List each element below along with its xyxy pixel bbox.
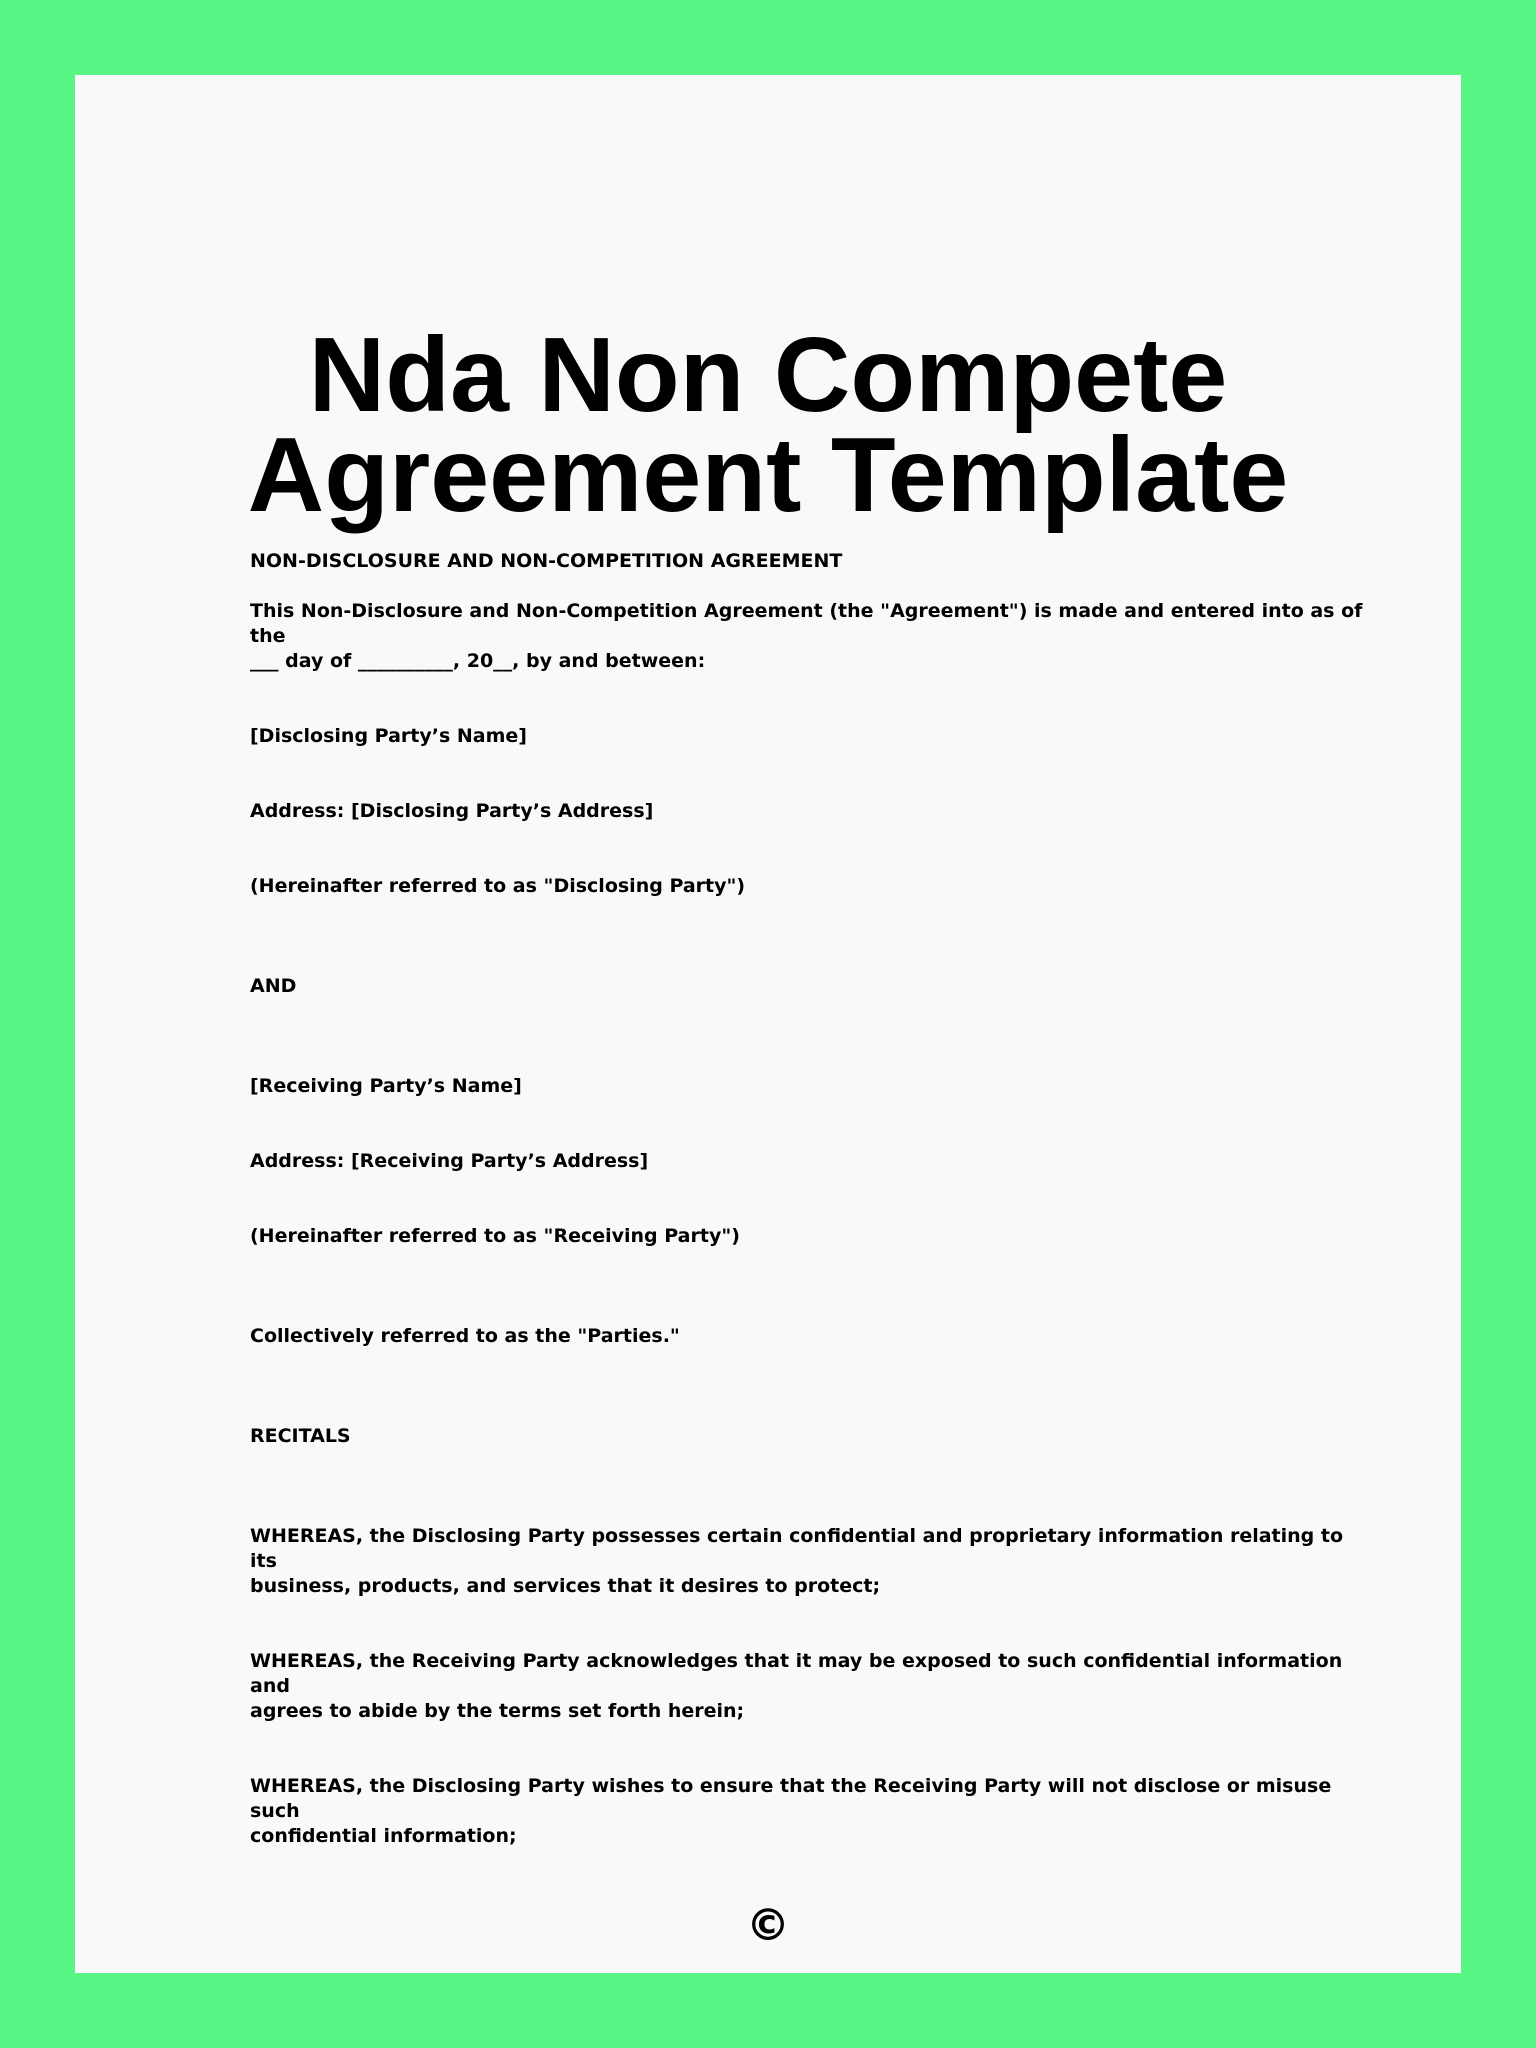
whereas-2-line-1: WHEREAS, the Receiving Party acknowledges that it may be exposed to such confidential information and <box>250 1650 1343 1697</box>
intro-line-2: ___ day of __________, 20__, by and between: <box>250 650 706 672</box>
whereas-3-line-1: WHEREAS, the Disclosing Party wishes to ensure that the Receiving Party will not disclose or misuse such <box>250 1775 1332 1822</box>
document-title <box>75 316 1461 534</box>
and-separator: AND <box>250 975 297 997</box>
intro-paragraph <box>250 599 1370 674</box>
whereas-2-line-2: agrees to abide by the terms set forth herein; <box>250 1700 745 1722</box>
receiving-party-address: Address: [Receiving Party’s Address] <box>250 1150 649 1172</box>
disclosing-party-address: Address: [Disclosing Party’s Address] <box>250 800 654 822</box>
whereas-clause-1 <box>250 1524 1370 1599</box>
document-page <box>75 75 1461 1973</box>
title-line-1: Nda Non Compete <box>308 316 1228 434</box>
whereas-clause-2 <box>250 1649 1370 1724</box>
whereas-3-line-2: confidential information; <box>250 1825 517 1847</box>
recitals-heading: RECITALS <box>250 1425 351 1447</box>
whereas-clause-3 <box>250 1774 1370 1849</box>
receiving-party-reference: (Hereinafter referred to as "Receiving Party") <box>250 1225 740 1247</box>
disclosing-party-reference: (Hereinafter referred to as "Disclosing Party") <box>250 875 746 897</box>
title-line-2: Agreement Template <box>247 416 1289 534</box>
intro-line-1: This Non-Disclosure and Non-Competition Agreement (the "Agreement") is made and entered into as of the <box>250 600 1363 647</box>
whereas-1-line-1: WHEREAS, the Disclosing Party possesses certain confidential and proprietary information relating to its <box>250 1525 1344 1572</box>
agreement-heading: NON-DISCLOSURE AND NON-COMPETITION AGREEMENT <box>250 550 843 572</box>
copyright-icon: © <box>746 1900 790 1951</box>
disclosing-party-name: [Disclosing Party’s Name] <box>250 725 527 747</box>
receiving-party-name: [Receiving Party’s Name] <box>250 1075 522 1097</box>
collectively-clause: Collectively referred to as the "Parties." <box>250 1325 680 1347</box>
whereas-1-line-2: business, products, and services that it desires to protect; <box>250 1575 881 1597</box>
